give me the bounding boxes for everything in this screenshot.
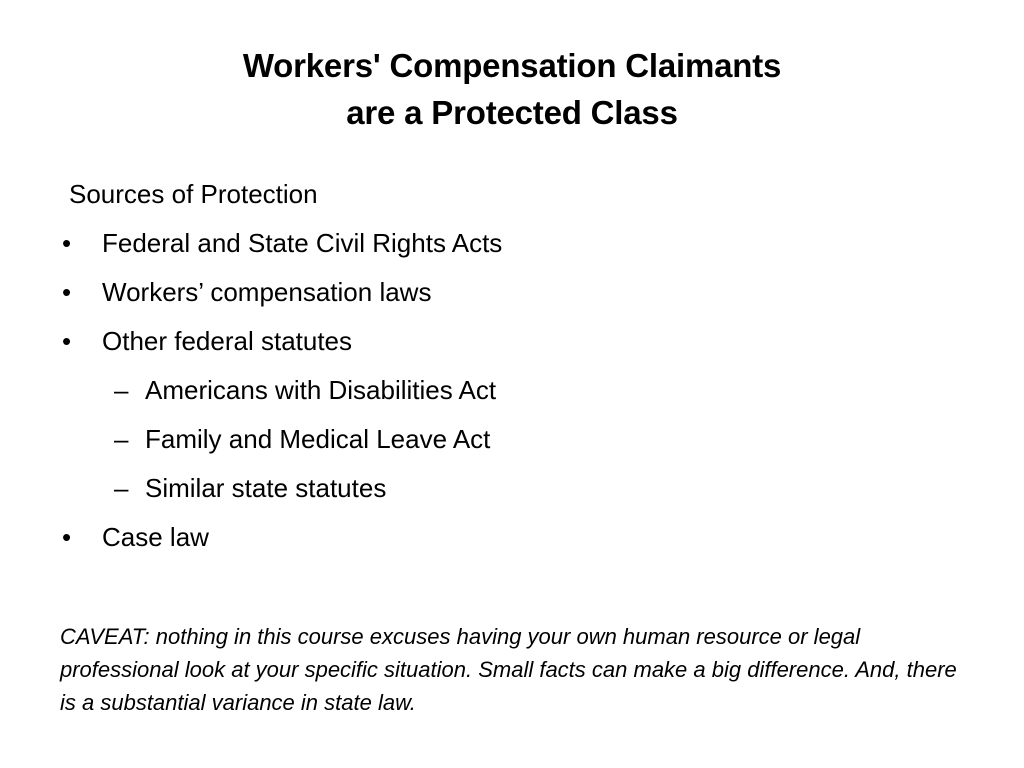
slide-title-line-2: are a Protected Class (346, 94, 678, 131)
caveat-note: CAVEAT: nothing in this course excuses having your own human resource or legal professional look at your specific situation. Small facts can make a big difference. And, there is a substantial variance in state law. (60, 624, 957, 715)
sub-list-item (60, 422, 960, 471)
bullet-marker: • (62, 277, 72, 307)
slide-title (0, 42, 1024, 136)
sub-list-item-text: Similar state statutes (145, 473, 387, 503)
list-item-text: Other federal statutes (102, 326, 353, 356)
slide-title-line-1: Workers' Compensation Claimants (242, 47, 782, 84)
dash-marker: – (114, 375, 129, 405)
bullet-marker: • (62, 326, 72, 356)
sources-subheading: Sources of Protection (69, 179, 318, 209)
sub-list-item-text: Americans with Disabilities Act (145, 375, 497, 405)
list-item (60, 226, 960, 275)
bullet-marker: • (62, 228, 72, 258)
bullet-marker: • (62, 522, 72, 552)
sub-list-item (60, 373, 960, 422)
list-item-text: Case law (102, 522, 209, 552)
slide-body (60, 177, 960, 569)
list-item (60, 520, 960, 569)
dash-marker: – (114, 473, 129, 503)
list-item (60, 324, 960, 373)
list-item-text: Federal and State Civil Rights Acts (102, 228, 503, 258)
list-item-text: Workers’ compensation laws (102, 277, 432, 307)
list-item (60, 275, 960, 324)
sub-list-item (60, 471, 960, 520)
dash-marker: – (114, 424, 129, 454)
sub-list-item-text: Family and Medical Leave Act (145, 424, 491, 454)
